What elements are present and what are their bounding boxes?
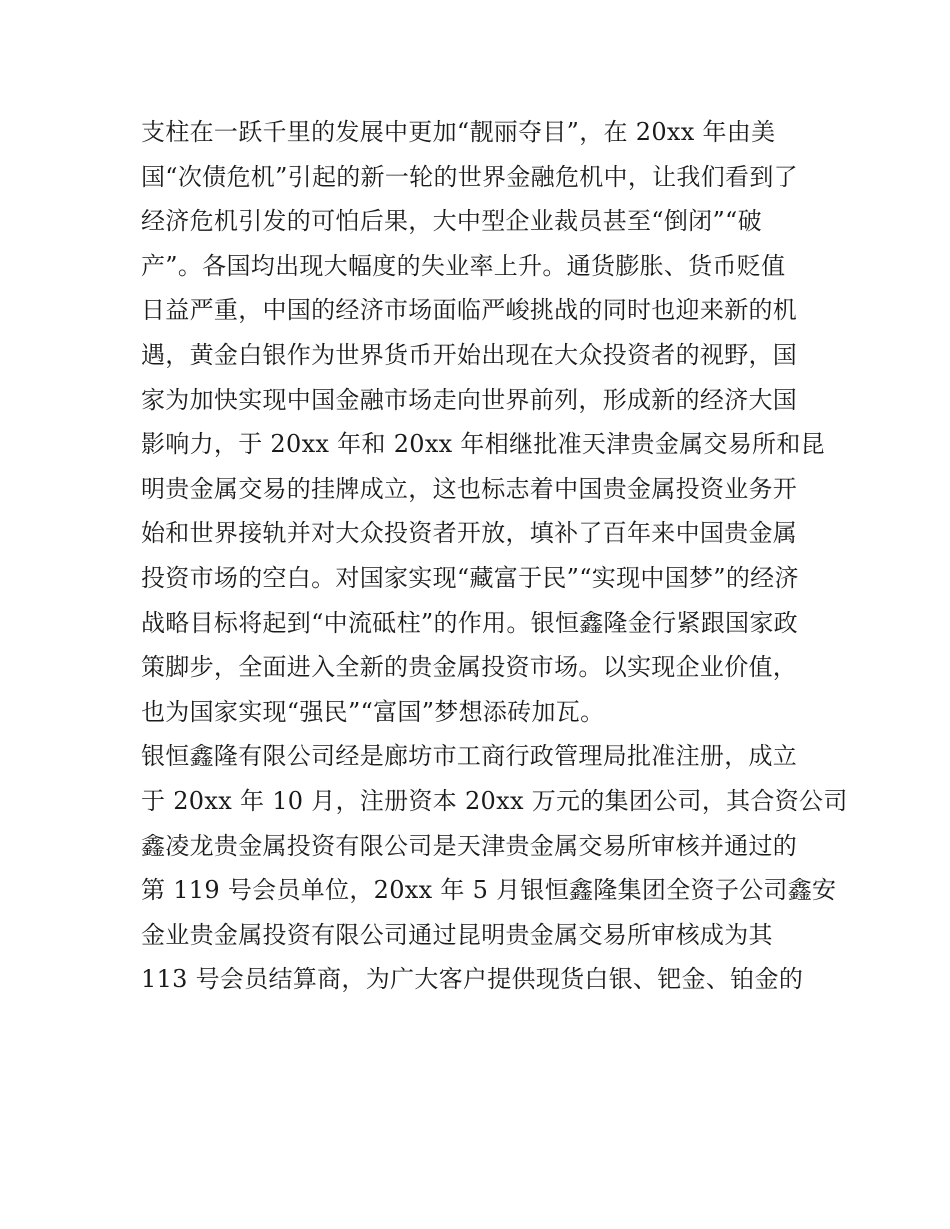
- text-line: 战略目标将起到“中流砥柱”的作用。银恒鑫隆金行紧跟国家政: [141, 608, 798, 637]
- text-line: 于 20xx 年 10 月，注册资本 20xx 万元的集团公司，其合资公司: [141, 786, 848, 815]
- body-text: [141, 110, 848, 1002]
- text-line: 鑫凌龙贵金属投资有限公司是天津贵金属交易所审核并通过的: [141, 831, 798, 860]
- text-line: 遇，黄金白银作为世界货币开始出现在大众投资者的视野，国: [141, 340, 798, 369]
- text-line: 产”。各国均出现大幅度的失业率上升。通货膨胀、货币贬值: [141, 251, 786, 280]
- text-line: 国“次债危机”引起的新一轮的世界金融危机中，让我们看到了: [141, 162, 798, 191]
- text-line: 第 119 号会员单位，20xx 年 5 月银恒鑫隆集团全资子公司鑫安: [141, 876, 837, 905]
- text-line: 影响力，于 20xx 年和 20xx 年相继批准天津贵金属交易所和昆: [141, 430, 825, 459]
- text-line: 策脚步，全面进入全新的贵金属投资市场。以实现企业价值，: [141, 653, 798, 682]
- text-line: 银恒鑫隆有限公司经是廊坊市工商行政管理局批准注册，成立: [141, 742, 798, 771]
- text-line: 经济危机引发的可怕后果，大中型企业裁员甚至“倒闭”“破: [141, 207, 762, 236]
- text-line: 始和世界接轨并对大众投资者开放，填补了百年来中国贵金属: [141, 519, 798, 548]
- text-line: 明贵金属交易的挂牌成立，这也标志着中国贵金属投资业务开: [141, 474, 798, 503]
- text-line: 投资市场的空白。对国家实现“藏富于民”“实现中国梦”的经济: [141, 563, 799, 592]
- text-line: 家为加快实现中国金融市场走向世界前列，形成新的经济大国: [141, 385, 798, 414]
- text-line: 支柱在一跃千里的发展中更加“靓丽夺目”，在 20xx 年由美: [141, 118, 776, 146]
- text-line: 113 号会员结算商，为广大客户提供现货白银、钯金、铂金的: [141, 965, 804, 994]
- text-line: 日益严重，中国的经济市场面临严峻挑战的同时也迎来新的机: [141, 296, 798, 325]
- text-line: 金业贵金属投资有限公司通过昆明贵金属交易所审核成为其: [141, 920, 773, 949]
- text-line: 也为国家实现“强民”“富国”梦想添砖加瓦。: [141, 697, 605, 726]
